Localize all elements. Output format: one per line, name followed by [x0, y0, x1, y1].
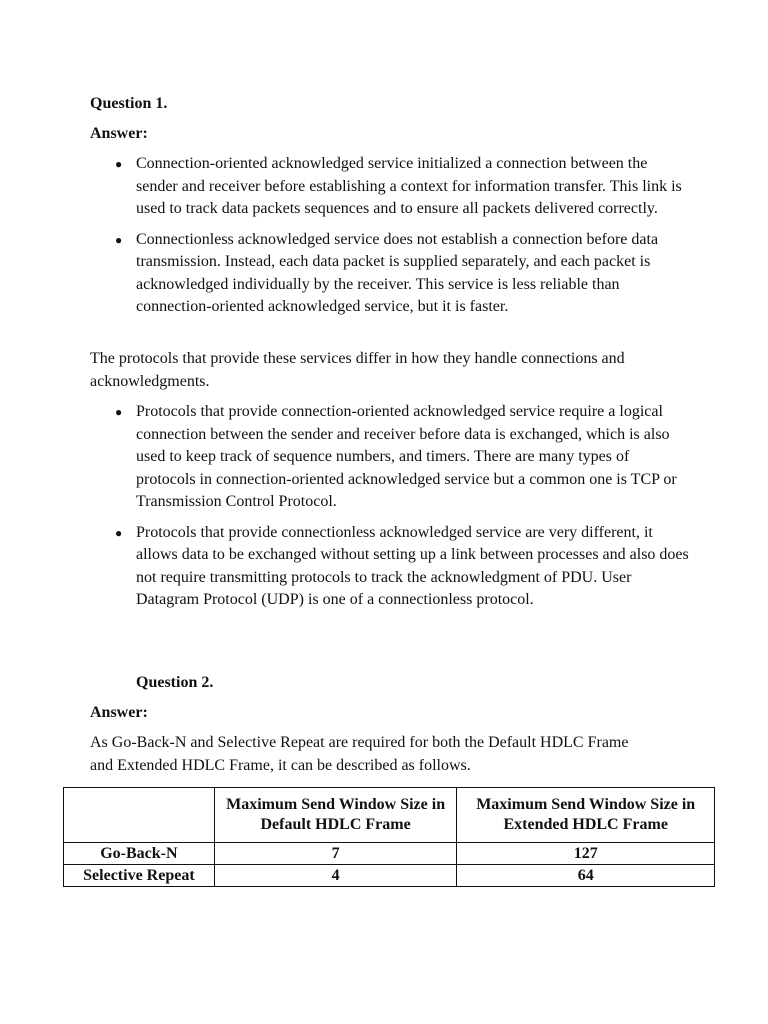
question-2-intro: As Go-Back-N and Selective Repeat are required for both the Default HDLC Frame and Extended HDLC Frame, it can be described as follows.: [90, 734, 629, 774]
question-2-heading: Question 2.: [136, 674, 214, 691]
table-cell: Go-Back-N: [64, 843, 215, 865]
list-item-text: Connectionless acknowledged service does not establish a connection before data transmission. Instead, each data packet is supplied separately, and each packet is acknowledged individually by the receiver. This service is less reliable than connection-oriented acknowledged service, but it is faster.: [136, 230, 659, 315]
list-item: [90, 153, 690, 221]
table-cell: 4: [214, 865, 457, 887]
bullet-icon: ●: [115, 232, 123, 247]
bullet-icon: ●: [115, 157, 123, 171]
table-row: [64, 843, 715, 865]
table-cell: 7: [214, 843, 457, 865]
table-cell: 64: [457, 865, 715, 887]
question-1-bullet-list-b: [90, 401, 690, 620]
question-2-answer-label: Answer:: [90, 704, 148, 721]
list-item: [90, 229, 690, 319]
list-item-text: Protocols that provide connection-oriented acknowledged service require a logical connection between the sender and receiver before data is exchanged, which is also used to keep track of sequence numbers, and timers. There are many types of protocols in connection-oriented acknowledged service but a common one is TCP or Transmission Control Protocol.: [136, 403, 677, 510]
question-1-bullet-list-a: [90, 153, 690, 327]
bullet-icon: ●: [115, 525, 123, 540]
table-header-cell: [64, 788, 215, 843]
table-header-cell: Maximum Send Window Size in Default HDLC Frame: [214, 788, 457, 843]
hdlc-window-table: [63, 787, 715, 887]
list-item-text: Protocols that provide connectionless acknowledged service are very different, it allows data to be exchanged without setting up a link between processes and also does not require transmitting protocols to track the acknowledgment of PDU. User Datagram Protocol (UDP) is one of a connectionless protocol.: [136, 523, 689, 608]
table-row: [64, 865, 715, 887]
table-header-cell: Maximum Send Window Size in Extended HDLC Frame: [457, 788, 715, 843]
list-item: [90, 522, 690, 612]
table-cell: Selective Repeat: [64, 865, 215, 887]
middle-paragraph: The protocols that provide these services differ in how they handle connections and acknowledgments.: [90, 350, 625, 390]
table-header-row: [64, 788, 715, 843]
question-1-answer-label: Answer:: [90, 125, 148, 142]
bullet-icon: ●: [115, 405, 123, 419]
question-1-heading: Question 1.: [90, 95, 168, 112]
table-cell: 127: [457, 843, 715, 865]
list-item: [90, 401, 690, 514]
list-item-text: Connection-oriented acknowledged service initialized a connection between the sender and receiver before establishing a context for information transfer. This link is used to track data packets sequences and to ensure all packets delivered correctly.: [136, 155, 682, 217]
